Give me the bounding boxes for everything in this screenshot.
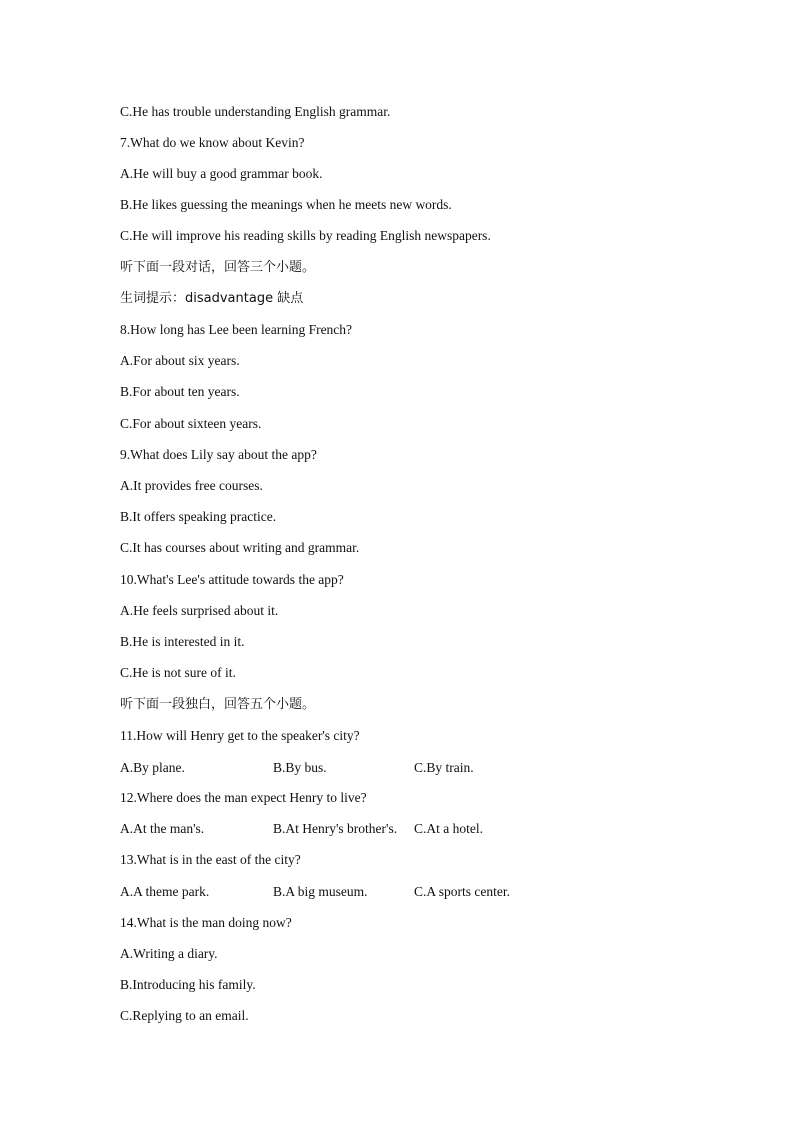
q8-question: 8.How long has Lee been learning French? bbox=[120, 322, 353, 337]
q14-option-a: A.Writing a diary. bbox=[120, 946, 218, 961]
q6-option-c: C.He has trouble understanding English grammar. bbox=[120, 104, 391, 119]
q10-question: 10.What's Lee's attitude towards the app? bbox=[120, 572, 344, 587]
q7-option-c: C.He will improve his reading skills by reading English newspapers. bbox=[120, 228, 491, 243]
q11-option-a: A.By plane. bbox=[120, 760, 185, 775]
q8-option-a: A.For about six years. bbox=[120, 353, 240, 368]
q10-option-c: C.He is not sure of it. bbox=[120, 665, 236, 680]
q11-question: 11.How will Henry get to the speaker's city? bbox=[120, 728, 360, 743]
q8-option-c: C.For about sixteen years. bbox=[120, 416, 262, 431]
q10-option-b: B.He is interested in it. bbox=[120, 634, 245, 649]
q14-question: 14.What is the man doing now? bbox=[120, 915, 292, 930]
vocab-hint: 生词提示：disadvantage 缺点 bbox=[120, 291, 304, 306]
q7-option-a: A.He will buy a good grammar book. bbox=[120, 166, 323, 181]
q11-option-c: C.By train. bbox=[414, 760, 474, 775]
q12-option-a: A.At the man's. bbox=[120, 821, 205, 836]
q13-option-c: C.A sports center. bbox=[414, 884, 510, 899]
q14-option-c: C.Replying to an email. bbox=[120, 1008, 249, 1023]
q8-option-b: B.For about ten years. bbox=[120, 384, 240, 399]
q7-option-b: B.He likes guessing the meanings when he meets new words. bbox=[120, 197, 452, 212]
q13-option-a: A.A theme park. bbox=[120, 884, 210, 899]
q11-option-b: B.By bus. bbox=[273, 760, 327, 775]
q14-option-b: B.Introducing his family. bbox=[120, 977, 256, 992]
q9-option-b: B.It offers speaking practice. bbox=[120, 509, 277, 524]
q10-option-a: A.He feels surprised about it. bbox=[120, 603, 279, 618]
q7-question: 7.What do we know about Kevin? bbox=[120, 135, 305, 150]
q12-option-c: C.At a hotel. bbox=[414, 821, 483, 836]
q12-question: 12.Where does the man expect Henry to live? bbox=[120, 790, 367, 805]
q13-question: 13.What is in the east of the city? bbox=[120, 852, 301, 867]
q12-option-b: B.At Henry's brother's. bbox=[273, 821, 398, 836]
section-instruction-dialogue: 听下面一段对话，回答三个小题。 bbox=[120, 260, 316, 275]
q9-option-a: A.It provides free courses. bbox=[120, 478, 263, 493]
q13-option-b: B.A big museum. bbox=[273, 884, 368, 899]
q9-question: 9.What does Lily say about the app? bbox=[120, 447, 317, 462]
q9-option-c: C.It has courses about writing and grammar. bbox=[120, 540, 360, 555]
section-instruction-monologue: 听下面一段独白，回答五个小题。 bbox=[120, 697, 316, 712]
